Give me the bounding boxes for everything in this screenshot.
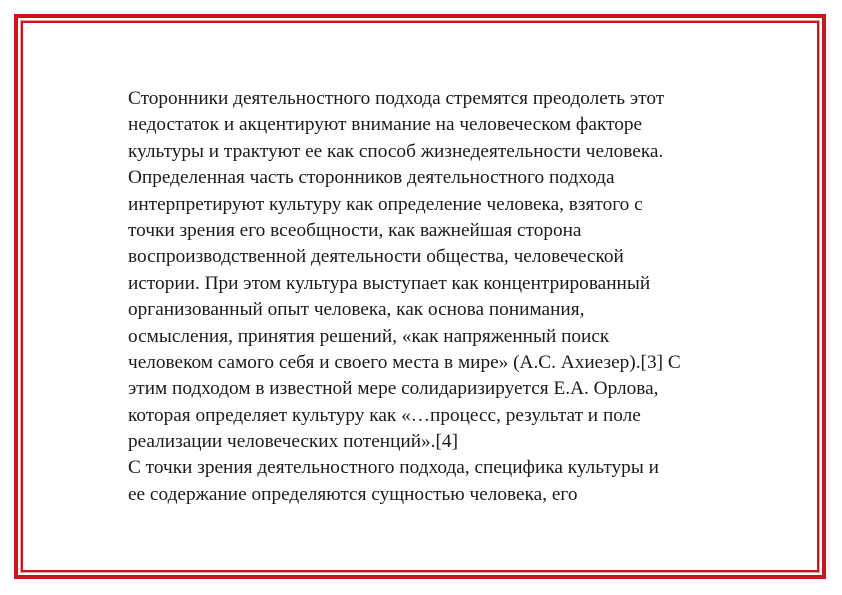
text-line: организованный опыт человека, как основа понимания, — [128, 299, 585, 321]
text-line: С точки зрения деятельностного подхода, специфика культуры и — [128, 457, 659, 479]
text-line: ее содержание определяются сущностью человека, его — [128, 483, 578, 505]
text-line: точки зрения его всеобщности, как важнейшая сторона — [128, 219, 582, 241]
paragraph-1 — [128, 86, 788, 455]
body-text — [128, 86, 788, 508]
text-line: осмысления, принятия решений, «как напряженный поиск — [128, 325, 610, 347]
text-line: которая определяет культуру как «…процесс, результат и поле — [128, 404, 641, 426]
text-line: Сторонники деятельностного подхода стремятся преодолеть этот — [128, 88, 665, 109]
text-line: интерпретируют культуру как определение человека, взятого с — [128, 193, 643, 215]
text-line: воспроизводственной деятельности общества, человеческой — [128, 246, 624, 268]
text-line: этим подходом в известной мере солидаризируется Е.А. Орлова, — [128, 378, 659, 400]
text-line: Определенная часть сторонников деятельностного подхода — [128, 167, 615, 189]
text-line: культуры и трактуют ее как способ жизнедеятельности человека. — [128, 140, 664, 162]
paragraph-2 — [128, 455, 788, 508]
text-line: истории. При этом культура выступает как концентрированный — [128, 272, 651, 294]
text-line: человеком самого себя и своего места в мире» (А.С. Ахиезер).[3] С — [128, 351, 681, 373]
text-line: реализации человеческих потенций».[4] — [128, 431, 458, 453]
text-line: недостаток и акцентируют внимание на человеческом факторе — [128, 114, 643, 136]
